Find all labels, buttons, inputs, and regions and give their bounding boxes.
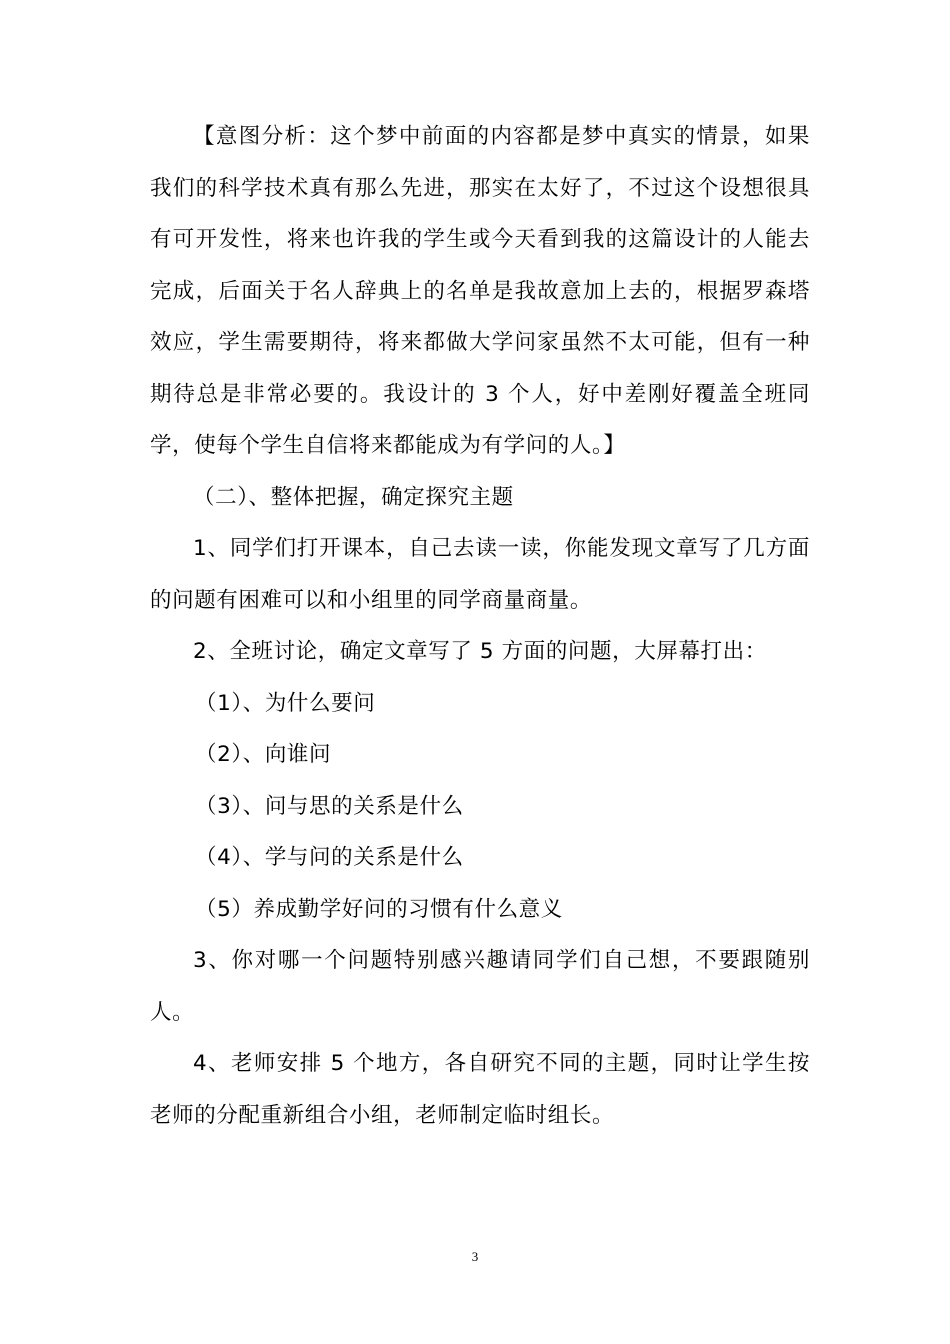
list-item: （4）、学与问的关系是什么 xyxy=(195,845,464,870)
page-number: 3 xyxy=(471,1249,479,1264)
step-2-paragraph: 2、全班讨论，确定文章写了 5 方面的问题，大屏幕打出： xyxy=(193,639,767,664)
intent-analysis-paragraph: 【意图分析：这个梦中前面的内容都是梦中真实的情景，如果我们的科学技术真有那么先进，那实在太好了，不过这个设想很具有可开发性，将来也许我的学生或今天看到我的这篇设计的人能去完成，后面关于名人辞典上的名单是我故意加上去的，根据罗森塔效应，学生需要期待，将来都做大学问家虽然不太可能，但有一种期待总是非常必要的。我设计的 3 个人，好中差刚好覆盖全班同学，使每个学生自信将来都能成为有学问的人。】 xyxy=(150,124,810,458)
page-content xyxy=(150,111,810,1141)
step-4-paragraph: 4、老师安排 5 个地方，各自研究不同的主题，同时让学生按老师的分配重新组合小组，老师制定临时组长。 xyxy=(150,1051,810,1128)
step-3-paragraph: 3、你对哪一个问题特别感兴趣请同学们自己想，不要跟随别人。 xyxy=(150,948,810,1025)
list-item: （1）、为什么要问 xyxy=(195,690,376,716)
step-1-paragraph: 1、同学们打开课本，自己去读一读，你能发现文章写了几方面的问题有困难可以和小组里的同学商量商量。 xyxy=(150,536,810,613)
list-item: （5）养成勤学好问的习惯有什么意义 xyxy=(195,896,563,922)
list-item: （2）、向谁问 xyxy=(195,742,332,767)
section-heading: （二）、整体把握，确定探究主题 xyxy=(193,484,514,510)
list-item: （3）、问与思的关系是什么 xyxy=(195,793,464,819)
